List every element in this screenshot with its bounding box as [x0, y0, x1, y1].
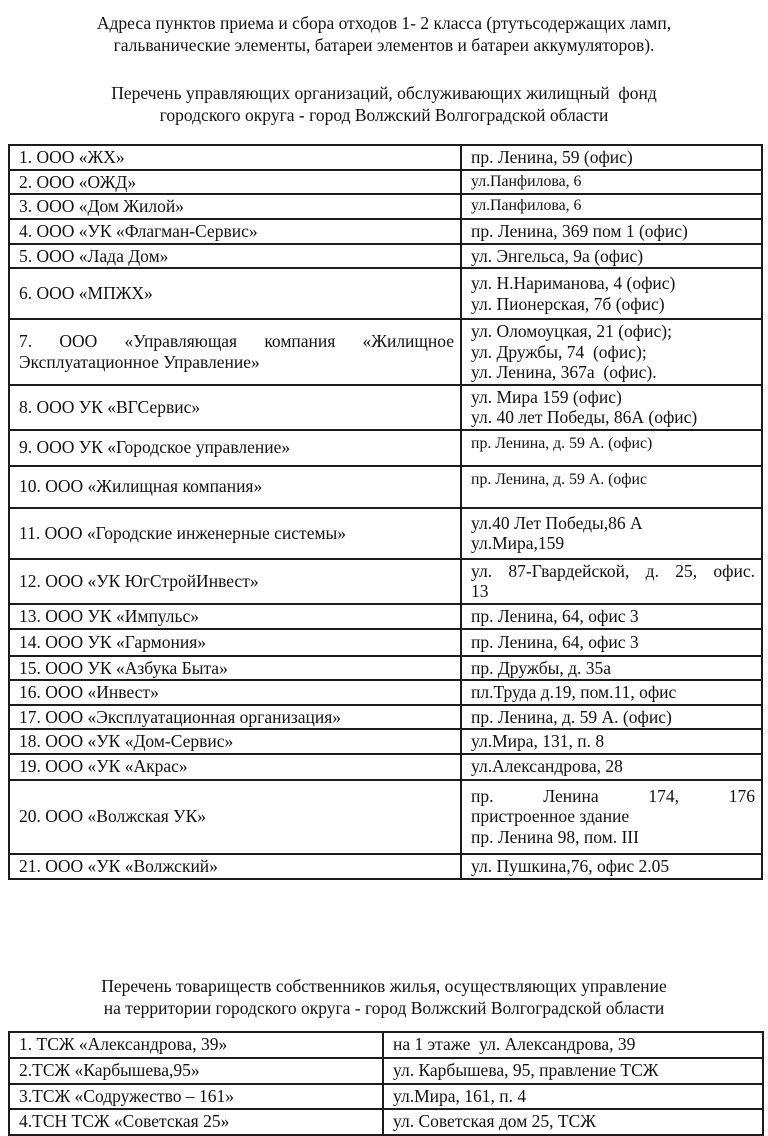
org-name-cell	[9, 145, 461, 170]
cell-line: пр. Ленина, 369 пом 1 (офис)	[471, 220, 688, 241]
org-address-cell	[461, 705, 762, 730]
table-row	[9, 145, 762, 170]
org-address-cell	[461, 629, 762, 656]
table-row	[9, 729, 762, 754]
org-name-cell	[9, 729, 461, 754]
cell-line: 8. ООО УК «ВГСервис»	[19, 396, 201, 417]
cell-line: ул.Александрова, 28	[471, 756, 623, 777]
org-name-cell	[9, 170, 461, 195]
org-address-cell	[461, 656, 762, 681]
cell-line: 3. ООО «Дом Жилой»	[19, 196, 184, 216]
table-row	[9, 1032, 763, 1058]
org-address-cell	[461, 268, 762, 319]
cell-line: Эксплуатационное Управление»	[19, 351, 260, 372]
table-row	[9, 170, 762, 195]
org-address-cell	[461, 780, 762, 854]
org-name-cell	[9, 680, 461, 705]
table-row	[9, 508, 762, 559]
org-name-cell	[9, 194, 461, 219]
cell-line: пр. Ленина, 64, офис 3	[471, 605, 639, 626]
org-name-cell	[9, 854, 461, 879]
org-address-cell	[461, 754, 762, 780]
table-row	[9, 680, 762, 705]
org-address-cell	[461, 145, 762, 170]
cell-line: 18. ООО «УК «Дом-Сервис»	[19, 731, 234, 751]
cell-line: 15. ООО УК «Азбука Быта»	[19, 657, 228, 678]
table-row	[9, 194, 762, 219]
cell-line: 21. ООО «УК «Волжский»	[19, 855, 218, 876]
table-row	[9, 319, 762, 385]
cell-line: ул.Мира,159	[471, 533, 565, 553]
table-row	[9, 780, 762, 854]
org-name-cell	[9, 466, 461, 508]
org-address-cell	[461, 244, 762, 269]
cell-line: 2.ТСЖ «Карбышева,95»	[19, 1060, 200, 1081]
management-table	[8, 144, 763, 880]
table-row	[9, 268, 762, 319]
cell-line: ул.Мира, 161, п. 4	[393, 1085, 527, 1106]
cell-line: ул. Энгельса, 9а (офис)	[471, 245, 644, 266]
cell-line: 13. ООО УК «Импульс»	[19, 605, 200, 626]
cell-line: на 1 этаже ул. Александрова, 39	[393, 1034, 636, 1055]
cell-line: ул. 87-Гвардейской, д. 25, офис.	[471, 560, 755, 581]
table-row	[9, 1084, 763, 1109]
org-address-cell	[461, 219, 762, 244]
cell-line: 2. ООО «ОЖД»	[19, 171, 137, 192]
org-address-cell	[461, 430, 762, 466]
document-title-line-2: гальванические элементы, батареи элементов и батареи аккумуляторов).	[113, 35, 655, 55]
management-heading-line-2: городского округа - город Волжский Волгоградской области	[159, 105, 609, 125]
org-name-cell	[9, 1032, 383, 1058]
table-row	[9, 1058, 763, 1084]
cell-line: пр. Ленина, д. 59 А. (офис)	[471, 706, 672, 727]
org-address-cell	[461, 508, 762, 559]
cell-line: ул. Советская дом 25, ТСЖ	[393, 1111, 596, 1132]
cell-line: пр. Ленина, 59 (офис)	[471, 147, 633, 167]
table-row	[9, 466, 762, 508]
table-row	[9, 385, 762, 430]
cell-line: 16. ООО «Инвест»	[19, 682, 159, 702]
org-name-cell	[9, 629, 461, 656]
org-name-cell	[9, 1058, 383, 1084]
cell-line: 12. ООО «УК ЮгСтройИнвест»	[19, 570, 259, 591]
cell-line: ул.Панфилова, 6	[471, 197, 582, 214]
org-name-cell	[9, 268, 461, 319]
table-row	[9, 754, 762, 780]
org-address-cell	[461, 170, 762, 195]
document-title-line-1: Адреса пунктов приема и сбора отходов 1- 2 класса (ртутьсодержащих ламп,	[96, 13, 672, 33]
org-address-cell	[461, 729, 762, 754]
cell-line: пр. Ленина 174, 176	[471, 785, 755, 806]
org-address-cell	[383, 1084, 763, 1109]
org-address-cell	[461, 854, 762, 879]
org-name-cell	[9, 1084, 383, 1109]
org-name-cell	[9, 508, 461, 559]
org-name-cell	[9, 656, 461, 681]
management-heading-line-1: Перечень управляющих организаций, обслуживающих жилищный фонд	[111, 83, 657, 103]
cell-line: 19. ООО «УК «Акрас»	[19, 756, 188, 777]
org-name-cell	[9, 754, 461, 780]
cell-line: 14. ООО УК «Гармония»	[19, 631, 207, 652]
tsj-heading-line-1: Перечень товариществ собственников жилья, осуществляющих управление	[101, 975, 667, 996]
org-address-cell	[461, 319, 762, 385]
org-address-cell	[383, 1058, 763, 1084]
cell-line: 4.ТСН ТСЖ «Советская 25»	[19, 1111, 230, 1132]
cell-line: ул. Н.Нариманова, 4 (офис)	[471, 273, 676, 293]
org-address-cell	[461, 680, 762, 705]
tsj-table	[8, 1031, 764, 1136]
cell-line: ул.Панфилова, 6	[471, 172, 582, 190]
org-name-cell	[9, 385, 461, 430]
table-row	[9, 244, 762, 269]
org-name-cell	[9, 219, 461, 244]
cell-line: 1. ООО «ЖХ»	[19, 147, 125, 167]
cell-line: 4. ООО «УК «Флагман-Сервис»	[19, 220, 258, 241]
table-row	[9, 1109, 763, 1135]
table-row	[9, 656, 762, 681]
cell-line: ул. Мира 159 (офис)	[471, 386, 622, 407]
org-address-cell	[461, 385, 762, 430]
cell-line: пр. Ленина 98, пом. III	[471, 826, 639, 847]
cell-line: 13	[471, 581, 489, 601]
tsj-list-heading	[0, 975, 768, 1019]
tsj-heading-line-2: на территории городского округа - город Волжский Волгоградской области	[103, 997, 665, 1018]
cell-line: 11. ООО «Городские инженерные системы»	[19, 522, 347, 543]
table-row	[9, 219, 762, 244]
org-name-cell	[9, 705, 461, 730]
cell-line: 17. ООО «Эксплуатационная организация»	[19, 706, 342, 727]
cell-line: ул. Карбышева, 95, правление ТСЖ	[393, 1060, 659, 1081]
org-name-cell	[9, 244, 461, 269]
cell-line: ул.Мира, 131, п. 8	[471, 731, 605, 751]
org-address-cell	[461, 604, 762, 629]
org-name-cell	[9, 430, 461, 466]
org-name-cell	[9, 559, 461, 604]
cell-line: 9. ООО УК «Городское управление»	[19, 437, 291, 458]
cell-line: пр. Дружбы, д. 35а	[471, 657, 612, 678]
cell-line: ул. Дружбы, 74 (офис);	[471, 341, 647, 362]
table-row	[9, 604, 762, 629]
cell-line: пр. Ленина, д. 59 А. (офис	[471, 470, 647, 488]
cell-line: ул. Пионерская, 7б (офис)	[471, 293, 665, 314]
org-address-cell	[383, 1032, 763, 1058]
cell-line: пр. Ленина, д. 59 А. (офис)	[471, 434, 653, 452]
cell-line: 20. ООО «Волжская УК»	[19, 806, 206, 827]
cell-line: пр. Ленина, 64, офис 3	[471, 631, 639, 652]
org-address-cell	[461, 559, 762, 604]
table-row	[9, 629, 762, 656]
org-address-cell	[461, 466, 762, 508]
org-name-cell	[9, 1109, 383, 1135]
org-name-cell	[9, 319, 461, 385]
table-row	[9, 430, 762, 466]
cell-line: 1. ТСЖ «Александрова, 39»	[19, 1034, 228, 1055]
cell-line: пристроенное здание	[471, 806, 630, 827]
management-list-heading	[0, 82, 768, 126]
table-row	[9, 854, 762, 879]
cell-line: 7. ООО «Управляющая компания «Жилищное	[19, 331, 454, 352]
cell-line: ул.40 Лет Победы,86 А	[471, 512, 643, 533]
cell-line: 5. ООО «Лада Дом»	[19, 245, 169, 266]
cell-line: 6. ООО «МПЖХ»	[19, 283, 153, 304]
cell-line: ул. Ленина, 367а (офис).	[471, 362, 657, 382]
org-address-cell	[461, 194, 762, 219]
cell-line: ул. Пушкина,76, офис 2.05	[471, 855, 670, 876]
cell-line: 3.ТСЖ «Содружество – 161»	[19, 1085, 235, 1106]
cell-line: 10. ООО «Жилищная компания»	[19, 476, 263, 497]
cell-line: ул. 40 лет Победы, 86А (офис)	[471, 407, 698, 427]
org-address-cell	[383, 1109, 763, 1135]
document-title	[0, 12, 768, 56]
org-name-cell	[9, 604, 461, 629]
cell-line: ул. Оломоуцкая, 21 (офис);	[471, 321, 672, 341]
cell-line: пл.Труда д.19, пом.11, офис	[471, 682, 677, 702]
table-row	[9, 705, 762, 730]
table-row	[9, 559, 762, 604]
org-name-cell	[9, 780, 461, 854]
